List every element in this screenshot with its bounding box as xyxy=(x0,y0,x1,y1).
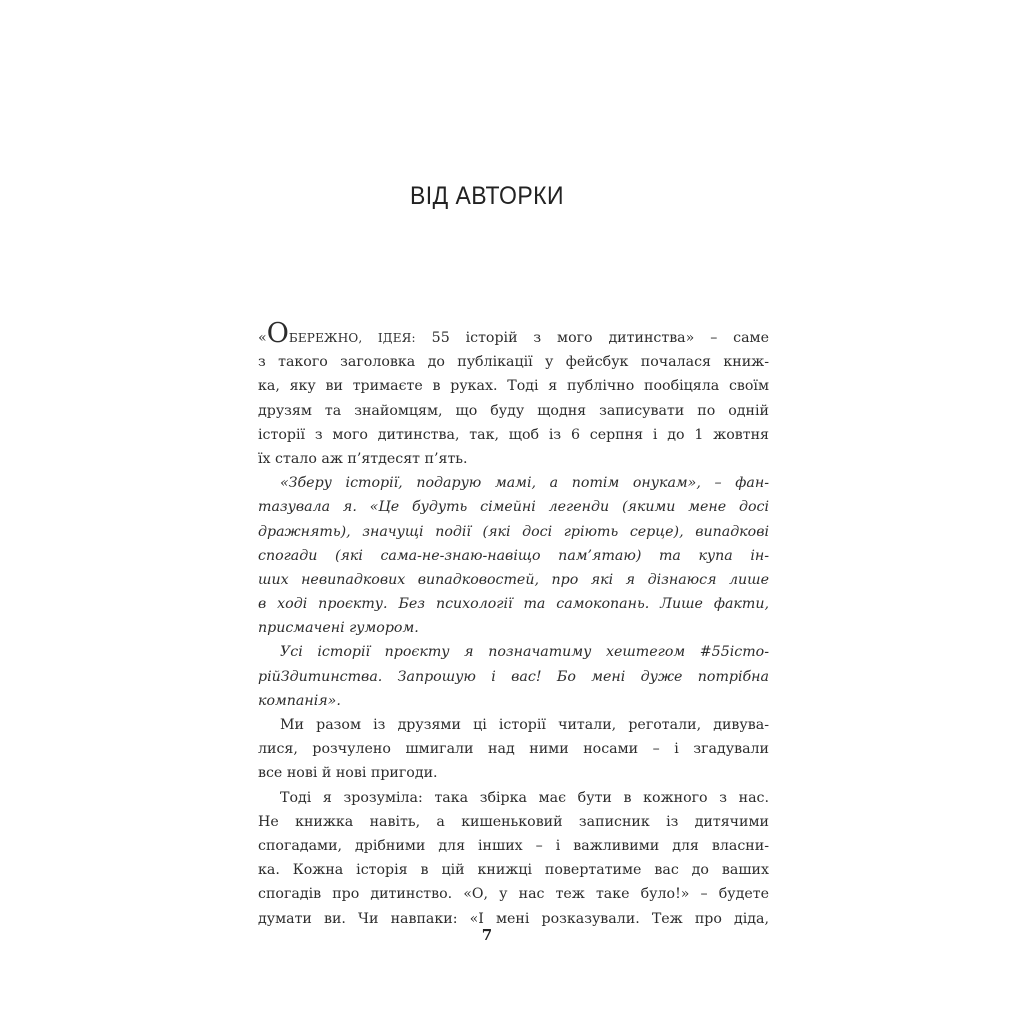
text-line: все нові й нові пригоди. xyxy=(258,765,438,782)
body-text xyxy=(258,318,769,931)
text-line: з такого заголовка до публікації у фейсбук почалася книж- xyxy=(258,354,769,371)
text-line: думати ви. Чи навпаки: «І мені розказували. Теж про діда, xyxy=(258,910,769,927)
text-line-italic: компанія». xyxy=(258,692,341,709)
text-line: спогадами, дрібними для інших – і важливими для власни- xyxy=(258,837,769,854)
drop-letter: О xyxy=(266,318,289,349)
text-line-italic: присмачені гумором. xyxy=(258,620,419,637)
small-caps-lead: БЕРЕЖНО, ІДЕЯ: xyxy=(288,331,416,345)
text-line-italic: ших невипадкових випадковостей, про які я дізнаюся лише xyxy=(258,571,769,588)
text-line-rest: 55 історій з мого дитинства» – саме xyxy=(415,330,769,346)
text-line: ка. Кожна історія в цій книжці повертатиме вас до ваших xyxy=(258,862,769,879)
text-line: Не книжка навіть, а кишеньковий записник із дитячими xyxy=(258,813,769,830)
text-line-italic: тазувала я. «Це будуть сімейні легенди (якими мене досі xyxy=(258,499,769,516)
text-line: Тоді я зрозуміла: така збірка має бути в кожного з нас. xyxy=(280,789,769,806)
text-line: Ми разом із друзями ці історії читали, реготали, дивува- xyxy=(280,717,769,733)
text-line-italic: «Зберу історії, подарую мамі, а потім онукам», – фан- xyxy=(280,475,769,492)
text-line: їх стало аж п’ятдесят п’ять. xyxy=(258,450,468,467)
text-line-first xyxy=(258,318,769,350)
text-line: ка, яку ви тримаєте в руках. Тоді я публічно пообіцяла своїм xyxy=(258,378,769,395)
text-line-italic: дражнять), значущі події (які досі гріють серце), випадкові xyxy=(258,523,769,540)
text-line: історії з мого дитинства, так, щоб із 6 серпня і до 1 жовтня xyxy=(258,426,769,443)
text-line-italic: Усі історії проєкту я позначатиму хештегом #55істо- xyxy=(280,644,769,661)
text-line-italic: рійЗдитинства. Запрошую і вас! Бо мені дуже потрібна xyxy=(258,668,769,685)
opening-quote: « xyxy=(258,330,267,346)
page-number: 7 xyxy=(481,926,493,944)
text-line: друзям та знайомцям, що буду щодня записувати по одній xyxy=(258,402,769,419)
text-line-italic: спогади (які сама-не-знаю-навіщо пам’ятаю) та купа ін- xyxy=(258,547,769,564)
text-line-italic: в ході проєкту. Без психології та самокопань. Лише факти, xyxy=(258,596,769,613)
text-line: спогадів про дитинство. «О, у нас теж таке було!» – будете xyxy=(258,886,769,903)
chapter-heading: ВІД АВТОРКИ xyxy=(409,182,565,210)
text-line: лися, розчулено шмигали над ними носами – і згадували xyxy=(258,741,769,758)
